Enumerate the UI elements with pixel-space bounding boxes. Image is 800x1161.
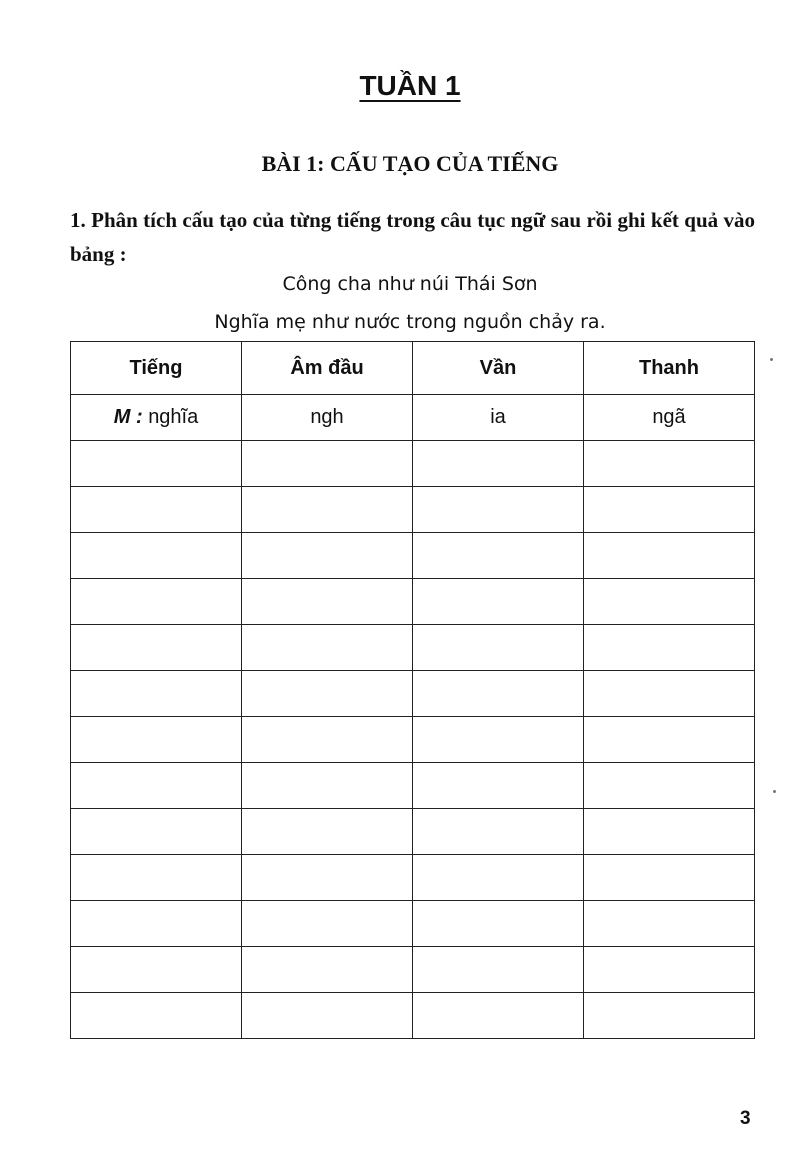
answer-cell[interactable]	[71, 763, 242, 809]
answer-cell[interactable]	[584, 441, 755, 487]
answer-cell[interactable]	[584, 671, 755, 717]
answer-cell[interactable]	[242, 763, 413, 809]
answer-cell[interactable]	[242, 901, 413, 947]
answer-row	[71, 671, 755, 717]
answer-row	[71, 993, 755, 1039]
answer-cell[interactable]	[413, 993, 584, 1039]
answer-cell[interactable]	[584, 901, 755, 947]
answer-row	[71, 533, 755, 579]
answer-row	[71, 809, 755, 855]
answer-cell[interactable]	[413, 625, 584, 671]
example-initial: ngh	[242, 395, 413, 441]
answer-cell[interactable]	[413, 901, 584, 947]
speck	[773, 790, 776, 793]
answer-row	[71, 901, 755, 947]
answer-cell[interactable]	[71, 487, 242, 533]
header-tieng: Tiếng	[71, 342, 242, 395]
answer-cell[interactable]	[71, 533, 242, 579]
proverb-line-1: Công cha như núi Thái Sơn	[282, 273, 538, 295]
answer-row	[71, 441, 755, 487]
answer-cell[interactable]	[242, 533, 413, 579]
answer-cell[interactable]	[242, 993, 413, 1039]
answer-cell[interactable]	[413, 809, 584, 855]
answer-cell[interactable]	[413, 533, 584, 579]
example-row	[71, 395, 755, 441]
answer-cell[interactable]	[584, 855, 755, 901]
answer-cell[interactable]	[242, 625, 413, 671]
answer-cell[interactable]	[71, 809, 242, 855]
answer-cell[interactable]	[242, 487, 413, 533]
answer-cell[interactable]	[71, 855, 242, 901]
answer-cell[interactable]	[242, 579, 413, 625]
header-thanh: Thanh	[584, 342, 755, 395]
answer-cell[interactable]	[71, 671, 242, 717]
answer-cell[interactable]	[584, 993, 755, 1039]
answer-cell[interactable]	[584, 763, 755, 809]
analysis-table	[70, 341, 755, 1039]
answer-cell[interactable]	[71, 947, 242, 993]
answer-row	[71, 855, 755, 901]
answer-cell[interactable]	[413, 441, 584, 487]
table-header-row	[71, 342, 755, 395]
answer-row	[71, 579, 755, 625]
answer-cell[interactable]	[71, 901, 242, 947]
header-am-dau: Âm đầu	[242, 342, 413, 395]
page-number: 3	[740, 1108, 751, 1129]
answer-cell[interactable]	[242, 809, 413, 855]
lesson-title: BÀI 1: CẤU TẠO CỦA TIẾNG	[261, 151, 559, 176]
answer-row	[71, 947, 755, 993]
answer-cell[interactable]	[584, 809, 755, 855]
answer-cell[interactable]	[584, 487, 755, 533]
answer-cell[interactable]	[584, 947, 755, 993]
answer-cell[interactable]	[584, 717, 755, 763]
example-rhyme: ia	[413, 395, 584, 441]
answer-cell[interactable]	[71, 441, 242, 487]
answer-row	[71, 487, 755, 533]
answer-cell[interactable]	[413, 487, 584, 533]
header-van: Vần	[413, 342, 584, 395]
exercise-prompt: 1. Phân tích cấu tạo của từng tiếng trong câu tục ngữ sau rồi ghi kết quả vào bảng :	[70, 208, 755, 266]
speck	[770, 358, 773, 361]
answer-cell[interactable]	[584, 625, 755, 671]
example-tone: ngã	[584, 395, 755, 441]
answer-cell[interactable]	[71, 993, 242, 1039]
answer-cell[interactable]	[413, 763, 584, 809]
answer-cell[interactable]	[242, 855, 413, 901]
answer-cell[interactable]	[413, 579, 584, 625]
example-word: nghĩa	[148, 406, 199, 428]
answer-row	[71, 763, 755, 809]
answer-cell[interactable]	[71, 717, 242, 763]
example-word-cell	[71, 395, 242, 441]
answer-cell[interactable]	[584, 533, 755, 579]
answer-cell[interactable]	[413, 671, 584, 717]
answer-cell[interactable]	[242, 441, 413, 487]
answer-cell[interactable]	[242, 947, 413, 993]
answer-cell[interactable]	[71, 579, 242, 625]
answer-row	[71, 717, 755, 763]
answer-cell[interactable]	[584, 579, 755, 625]
week-title: TUẦN 1	[359, 70, 461, 101]
answer-cell[interactable]	[242, 671, 413, 717]
answer-cell[interactable]	[242, 717, 413, 763]
answer-cell[interactable]	[413, 855, 584, 901]
proverb-line-2: Nghĩa mẹ như nước trong nguồn chảy ra.	[214, 311, 606, 333]
answer-row	[71, 625, 755, 671]
answer-cell[interactable]	[71, 625, 242, 671]
answer-cell[interactable]	[413, 947, 584, 993]
answer-cell[interactable]	[413, 717, 584, 763]
example-prefix: M :	[113, 406, 143, 428]
